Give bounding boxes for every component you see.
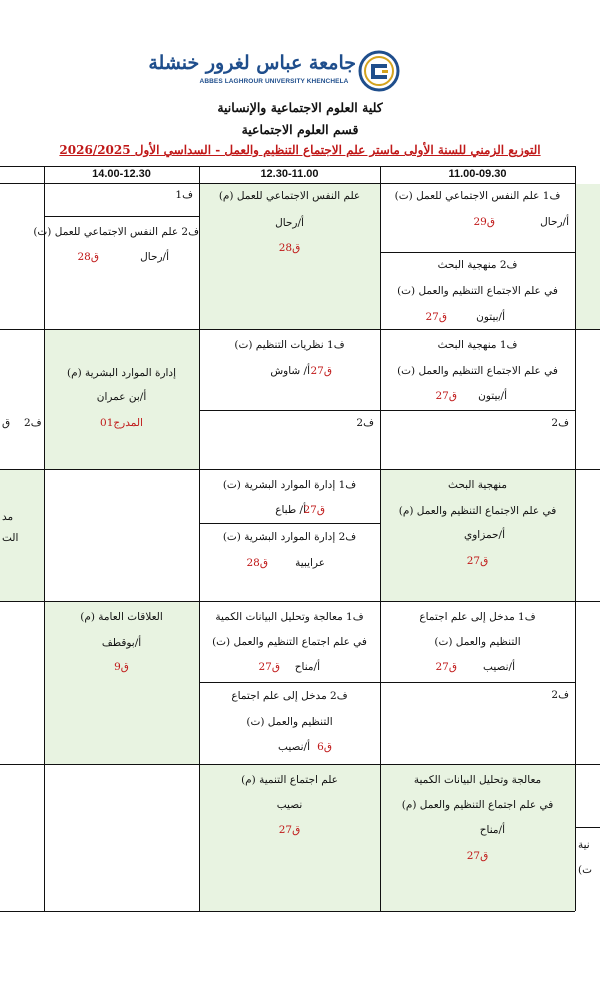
room: ق27 xyxy=(303,504,325,516)
faculty-name: كلية العلوم الاجتماعية والإنسانية xyxy=(217,100,383,115)
university-name-arabic: جامعة عباس لغرور خنشلة xyxy=(148,52,356,74)
schedule-cell xyxy=(199,524,380,601)
course-title: علم اجتماع التنمية (م) xyxy=(241,774,338,786)
course-title: ف1 إدارة الموارد البشرية (ت) xyxy=(222,479,357,491)
room: ق27 xyxy=(466,555,489,567)
teacher-name: أ/بيتون xyxy=(476,311,505,323)
course-title: ف2 إدارة الموارد البشرية (ت) xyxy=(222,531,357,543)
room: ق27 xyxy=(278,824,301,836)
group-label: ف1 xyxy=(175,189,193,201)
grid-line xyxy=(575,827,600,828)
schedule-cell xyxy=(44,330,199,469)
course-title: التنظيم والعمل (ت) xyxy=(246,716,333,728)
course-title: في علم اجتماع التنظيم والعمل (ت) xyxy=(212,636,367,648)
cropped-cell-text: ق xyxy=(2,417,11,429)
teacher-name: أ/مناح xyxy=(294,661,320,673)
time-slot-header: 11.00-09.30 xyxy=(448,168,507,180)
group-label: ف2 xyxy=(356,417,374,429)
schedule-cell xyxy=(44,184,199,216)
schedule-title: التوزيع الزمني للسنة الأولى ماستر علم الاجتماع التنظيم والعمل - السداسي الأول 2026/2025 xyxy=(59,143,541,157)
teacher-name: أ/مناح xyxy=(479,824,505,836)
schedule-cell xyxy=(199,765,380,911)
teacher-name: أ/نصيب xyxy=(278,741,310,753)
cropped-cell-text: ت) xyxy=(578,864,592,876)
room: ق9 xyxy=(114,661,129,673)
group-label: ف2 xyxy=(551,417,569,429)
schedule-cell xyxy=(44,602,199,764)
room: ق6 xyxy=(317,741,332,753)
cropped-cell-text: نية xyxy=(578,839,590,851)
schedule-cell xyxy=(380,411,575,469)
teacher-name: أ/ طباع xyxy=(275,504,306,516)
university-name-english: ABBES LAGHROUR UNIVERSITY KHENCHELA xyxy=(199,78,349,85)
course-title: ف1 علم النفس الاجتماعي للعمل (ت) xyxy=(394,190,561,202)
room: ق27 xyxy=(466,850,489,862)
course-title: ف1 منهجية البحث xyxy=(437,339,518,351)
teacher-name: أ/رحال xyxy=(275,217,304,229)
teacher-name: أ/بوقطف xyxy=(101,637,142,649)
course-title: منهجية البحث xyxy=(448,479,507,491)
schedule-cell xyxy=(380,765,575,911)
schedule-cell xyxy=(380,184,575,252)
course-title: ف2 مدخل إلى علم اجتماع xyxy=(231,690,348,702)
room: ق27 xyxy=(435,390,457,402)
room: ق28 xyxy=(278,242,301,254)
course-title: في علم الاجتماع التنظيم والعمل (م) xyxy=(398,505,557,517)
teacher-name: أ/ شاوش xyxy=(270,365,310,377)
course-title: في علم اجتماع التنظيم والعمل (م) xyxy=(401,799,554,811)
university-emblem-icon xyxy=(358,50,400,92)
course-title: إدارة الموارد البشرية (م) xyxy=(66,367,177,379)
course-title: في علم الاجتماع التنظيم والعمل (ت) xyxy=(397,285,558,297)
time-slot-header: 14.00-12.30 xyxy=(92,168,151,180)
course-title: معالجة وتحليل البيانات الكمية xyxy=(413,774,542,786)
teacher-name: عرايبية xyxy=(295,557,325,569)
schedule-cell xyxy=(199,184,380,329)
course-title: ف1 نظريات التنظيم (ت) xyxy=(234,339,345,351)
schedule-cell xyxy=(199,602,380,682)
teacher-name: أ/بيتون xyxy=(478,390,507,402)
course-title: ف2 علم النفس الاجتماعي للعمل (ت) xyxy=(33,226,199,238)
course-title: ف2 منهجية البحث xyxy=(437,259,518,271)
room: ق28 xyxy=(77,251,99,263)
schedule-cell xyxy=(33,217,199,329)
university-logo xyxy=(148,50,410,94)
room: ق29 xyxy=(473,216,495,228)
teacher-name: أ/نصيب xyxy=(483,661,515,673)
time-slot-header: 12.30-11.00 xyxy=(260,168,319,180)
cropped-cell-text: مد xyxy=(2,511,14,523)
group-label: ف2 xyxy=(551,689,569,701)
lecture-cell-bg xyxy=(575,184,600,329)
schedule-cell xyxy=(199,330,380,410)
grid-line xyxy=(0,911,575,912)
schedule-cell xyxy=(380,602,575,682)
room: ق27 xyxy=(435,661,457,673)
room: ق27 xyxy=(258,661,280,673)
course-title: التنظيم والعمل (ت) xyxy=(434,636,521,648)
teacher-name: أ/بن عمران xyxy=(96,391,147,403)
course-title: علم النفس الاجتماعي للعمل (م) xyxy=(218,190,361,202)
room: ق28 xyxy=(246,557,268,569)
room: ق27 xyxy=(310,365,332,377)
course-title: ف1 معالجة وتحليل البيانات الكمية xyxy=(215,611,364,623)
department-name: قسم العلوم الاجتماعية xyxy=(241,122,359,137)
course-title: العلاقات العامة (م) xyxy=(80,611,163,623)
schedule-cell xyxy=(380,330,575,410)
room: ق27 xyxy=(425,311,447,323)
grid-line xyxy=(575,166,576,911)
course-title: في علم الاجتماع التنظيم والعمل (ت) xyxy=(397,365,558,377)
teacher-name: نصيب xyxy=(276,799,303,811)
teacher-name: أ/رحال xyxy=(540,216,569,228)
schedule-cell xyxy=(380,683,575,764)
cropped-cell-text: ف2 xyxy=(24,417,42,429)
cropped-cell-text: الت xyxy=(2,532,19,544)
room: المدرج01 xyxy=(100,417,143,429)
schedule-cell xyxy=(199,683,380,764)
schedule-cell xyxy=(380,253,575,329)
schedule-cell xyxy=(380,470,575,601)
teacher-name: أ/رحال xyxy=(140,251,169,263)
schedule-cell xyxy=(199,470,380,523)
course-title: ف1 مدخل إلى علم اجتماع xyxy=(419,611,536,623)
schedule-cell xyxy=(199,411,380,469)
teacher-name: أ/حمزاوي xyxy=(463,529,505,541)
